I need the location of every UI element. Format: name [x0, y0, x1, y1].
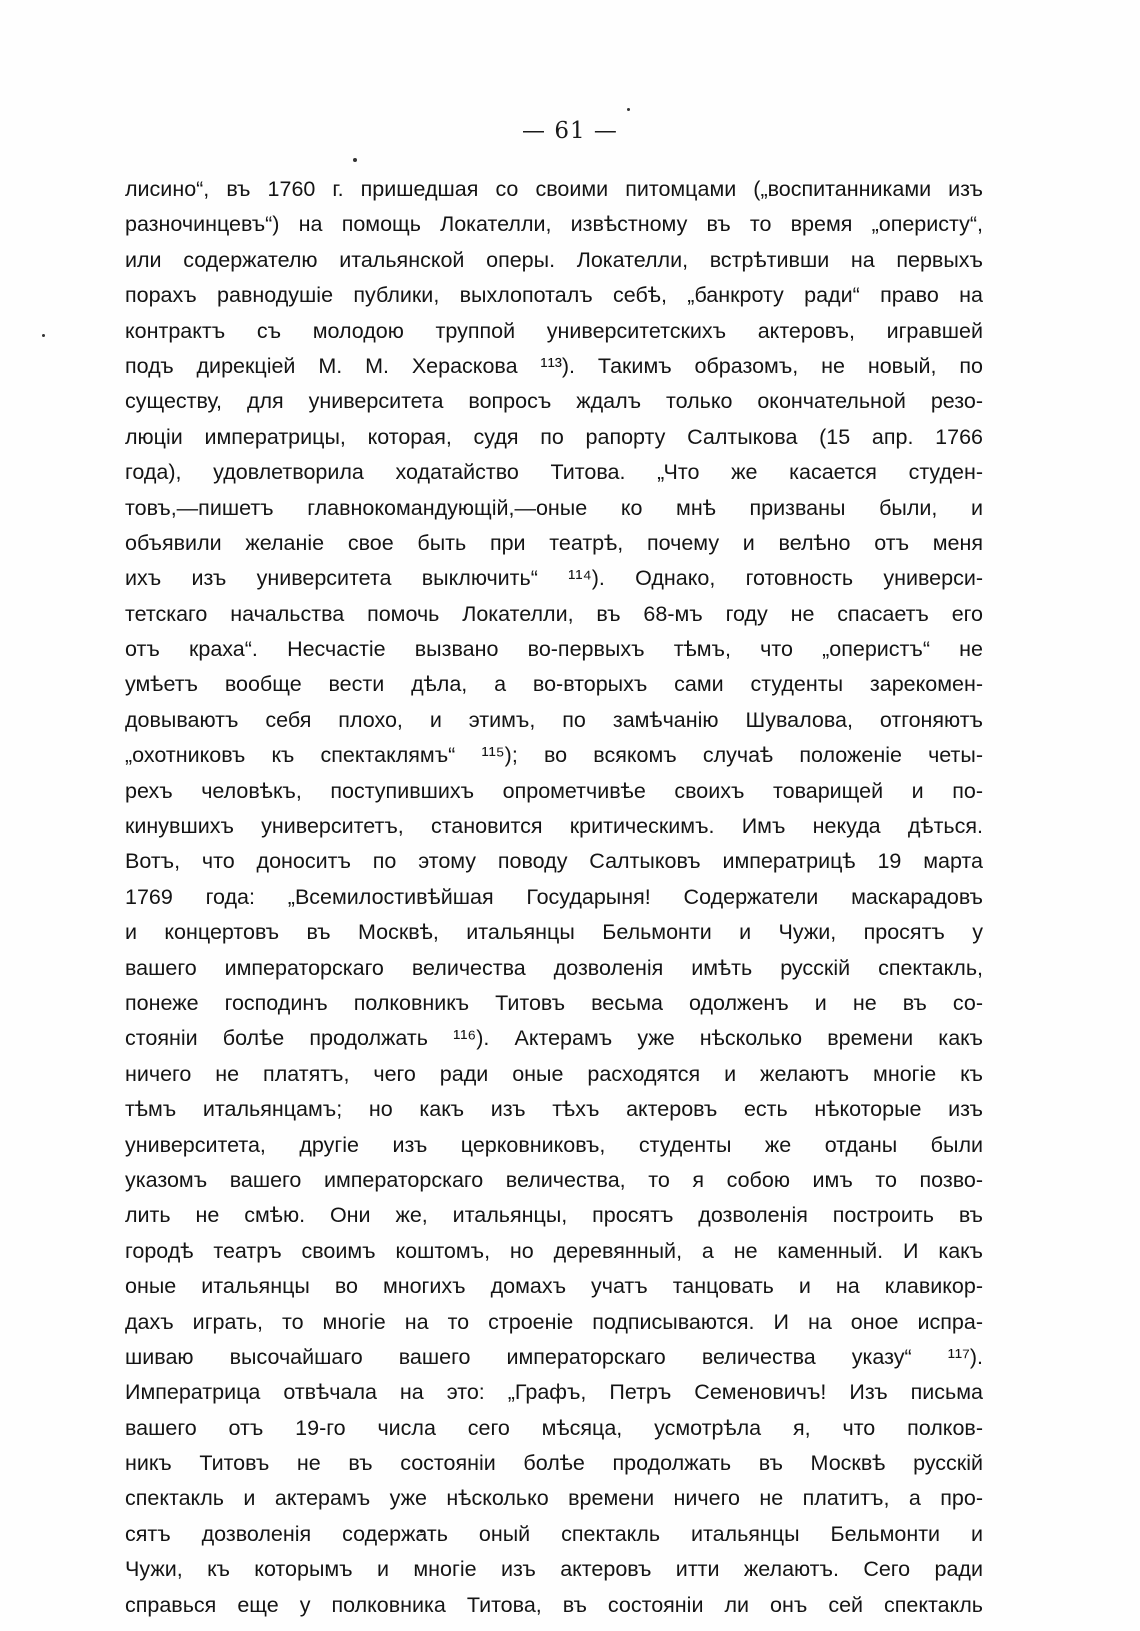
text-line: года), удовлетворила ходатайство Титова. „Что же касается студен-: [125, 460, 983, 485]
text-line: Вотъ, что доноситъ по этому поводу Салтыковъ императрицѣ 19 марта: [125, 849, 983, 874]
text-line: порахъ равнодушіе публики, выхлопоталъ себѣ, „банкроту ради“ право на: [125, 283, 983, 308]
text-line: оные итальянцы во многихъ домахъ учатъ танцовать и на клавикор-: [125, 1274, 983, 1299]
text-line: объявили желаніе свое быть при театрѣ, почему и велѣно отъ меня: [125, 530, 983, 555]
text-line: рехъ человѣкъ, поступившихъ опрометчивѣе своихъ товарищей и по-: [125, 778, 983, 803]
text-line: лисино“, въ 1760 г. пришедшая со своими питомцами („воспитанниками изъ: [125, 177, 983, 201]
body-text: [125, 172, 983, 1623]
text-line: вашего императорскаго величества дозволенія имѣть русскій спектакль,: [125, 955, 983, 980]
text-line: 1769 года: „Всемилостивѣйшая Государыня! Содержатели маскарадовъ: [125, 884, 983, 909]
text-line: отъ краха“. Несчастіе вызвано во-первыхъ тѣмъ, что „оперистъ“ не: [125, 637, 983, 662]
text-line: спектакль и актерамъ уже нѣсколько времени ничего не платитъ, а про-: [125, 1486, 983, 1511]
text-line: кинувшихъ университетъ, становится критическимъ. Имъ некуда дѣться.: [125, 814, 983, 839]
text-line: контрактъ съ молодою труппой университетскихъ актеровъ, игравшей: [125, 318, 983, 343]
scan-speck: [42, 334, 45, 337]
text-line: ничего не платятъ, чего ради оные расходятся и желаютъ многіе къ: [125, 1061, 983, 1086]
scan-speck: [353, 158, 357, 162]
text-line: ихъ изъ университета выключить“ ¹¹⁴). Однако, готовность универси-: [125, 566, 983, 591]
text-line: и концертовъ въ Москвѣ, итальянцы Бельмонти и Чужи, просятъ у: [125, 920, 983, 945]
text-line: разночинцевъ“) на помощь Локателли, извѣстному въ то время „оперисту“,: [125, 212, 983, 237]
text-line: люціи императрицы, которая, судя по рапорту Салтыкова (15 апр. 1766: [125, 424, 983, 449]
text-line: справься еще у полковника Титова, въ состояніи ли онъ сей спектакль: [125, 1592, 983, 1617]
text-line: лить не смѣю. Они же, итальянцы, просятъ дозволенія построить въ: [125, 1203, 983, 1228]
text-line: Императрица отвѣчала на это: „Графъ, Петръ Семеновичъ! Изъ письма: [125, 1380, 983, 1405]
text-line: существу, для университета вопросъ ждалъ только окончательной резо-: [125, 389, 983, 414]
text-line: умѣетъ вообще вести дѣла, а во-вторыхъ сами студенты зарекомен-: [125, 672, 983, 697]
text-line: стояніи болѣе продолжать ¹¹⁶). Актерамъ уже нѣсколько времени какъ: [125, 1026, 983, 1051]
text-line: никъ Титовъ не въ состояніи болѣе продолжать въ Москвѣ русскій: [125, 1451, 983, 1476]
text-line: указомъ вашего императорскаго величества, то я собою имъ то позво-: [125, 1167, 983, 1192]
text-line: тѣмъ итальянцамъ; но какъ изъ тѣхъ актеровъ есть нѣкоторые изъ: [125, 1097, 983, 1122]
text-line: „охотниковъ къ спектаклямъ“ ¹¹⁵); во всякомъ случаѣ положеніе четы-: [125, 743, 983, 768]
text-line: вашего отъ 19-го числа сего мѣсяца, усмотрѣла я, что полков-: [125, 1415, 983, 1440]
text-line: тетскаго начальства помочь Локателли, въ 68-мъ году не спасаетъ его: [125, 601, 983, 626]
text-line: довываютъ себя плохо, и этимъ, по замѣчанію Шувалова, отгоняютъ: [125, 707, 983, 732]
text-line: университета, другіе изъ церковниковъ, студенты же отданы были: [125, 1132, 983, 1157]
text-line: сятъ дозволенія содержать оный спектакль итальянцы Бельмонти и: [125, 1521, 983, 1546]
text-line: понеже господинъ полковникъ Титовъ весьма одолженъ и не въ со-: [125, 990, 983, 1015]
scan-speck: [627, 108, 630, 111]
text-line: подъ дирекціей М. М. Хераскова ¹¹³). Такимъ образомъ, не новый, по: [125, 353, 983, 378]
text-line: городѣ театръ своимъ коштомъ, но деревянный, а не каменный. И какъ: [125, 1238, 983, 1263]
text-line: шиваю высочайшаго вашего императорскаго величества указу“ ¹¹⁷).: [125, 1344, 983, 1369]
text-line: дахъ играть, то многіе на то строеніе подписываются. И на оное испра-: [125, 1309, 983, 1334]
text-line: или содержателю итальянской оперы. Локателли, встрѣтивши на первыхъ: [125, 247, 983, 272]
text-line: Чужи, къ которымъ и многіе изъ актеровъ итти желаютъ. Сего ради: [125, 1557, 983, 1582]
text-line: товъ,—пишетъ главнокомандующій,—оные ко мнѣ призваны были, и: [125, 495, 983, 520]
page-number: — 61 —: [522, 118, 618, 144]
